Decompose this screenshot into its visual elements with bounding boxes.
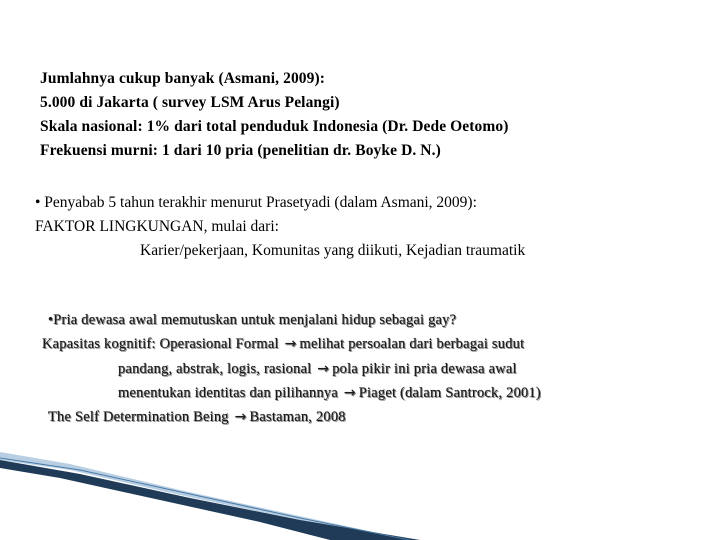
dev-cognitive-desc: melihat persoalan dari berbagai sudut bbox=[299, 336, 525, 352]
dev-cognitive-label: Kapasitas kognitif: Operasional Formal bbox=[42, 336, 279, 352]
cause-list: Karier/pekerjaan, Komunitas yang diikuti, Kejadian traumatik bbox=[140, 242, 526, 259]
dev-self-determination-text: The Self Determination Being bbox=[48, 409, 229, 425]
dev-identity bbox=[118, 385, 541, 402]
dev-self-determination bbox=[48, 409, 346, 426]
dev-self-determination-source: Bastaman, 2008 bbox=[249, 409, 346, 425]
cause-heading: • Penyabab 5 tahun terakhir menurut Prasetyadi (dalam Asmani, 2009): bbox=[35, 194, 477, 211]
dev-identity-text: menentukan identitas dan pilihannya bbox=[118, 385, 339, 401]
swoosh-mid-band bbox=[0, 468, 330, 540]
dev-viewpoint-desc: pola pikir ini pria dewasa awal bbox=[332, 361, 517, 377]
corner-swoosh-decoration bbox=[0, 440, 720, 540]
right-arrow-icon: → bbox=[343, 385, 356, 401]
stats-line-frequency: Frekuensi murni: 1 dari 10 pria (penelitian dr. Boyke D. N.) bbox=[40, 142, 441, 159]
dev-viewpoint-text: pandang, abstrak, logis, rasional bbox=[118, 361, 312, 377]
stats-line-national: Skala nasional: 1% dari total penduduk Indonesia (Dr. Dede Oetomo) bbox=[40, 118, 509, 135]
dev-question: •Pria dewasa awal memutuskan untuk menjalani hidup sebagai gay? bbox=[48, 312, 457, 328]
cause-factor: FAKTOR LINGKUNGAN, mulai dari: bbox=[35, 218, 279, 235]
right-arrow-icon: → bbox=[317, 361, 330, 377]
stats-line-total: Jumlahnya cukup banyak (Asmani, 2009): bbox=[40, 70, 326, 87]
dev-cognitive bbox=[42, 336, 524, 353]
dev-identity-source: Piaget (dalam Santrock, 2001) bbox=[358, 385, 541, 401]
dev-viewpoint bbox=[118, 361, 517, 378]
right-arrow-icon: → bbox=[234, 409, 247, 425]
stats-line-jakarta: 5.000 di Jakarta ( survey LSM Arus Pelangi) bbox=[40, 94, 340, 111]
right-arrow-icon: → bbox=[284, 336, 297, 352]
